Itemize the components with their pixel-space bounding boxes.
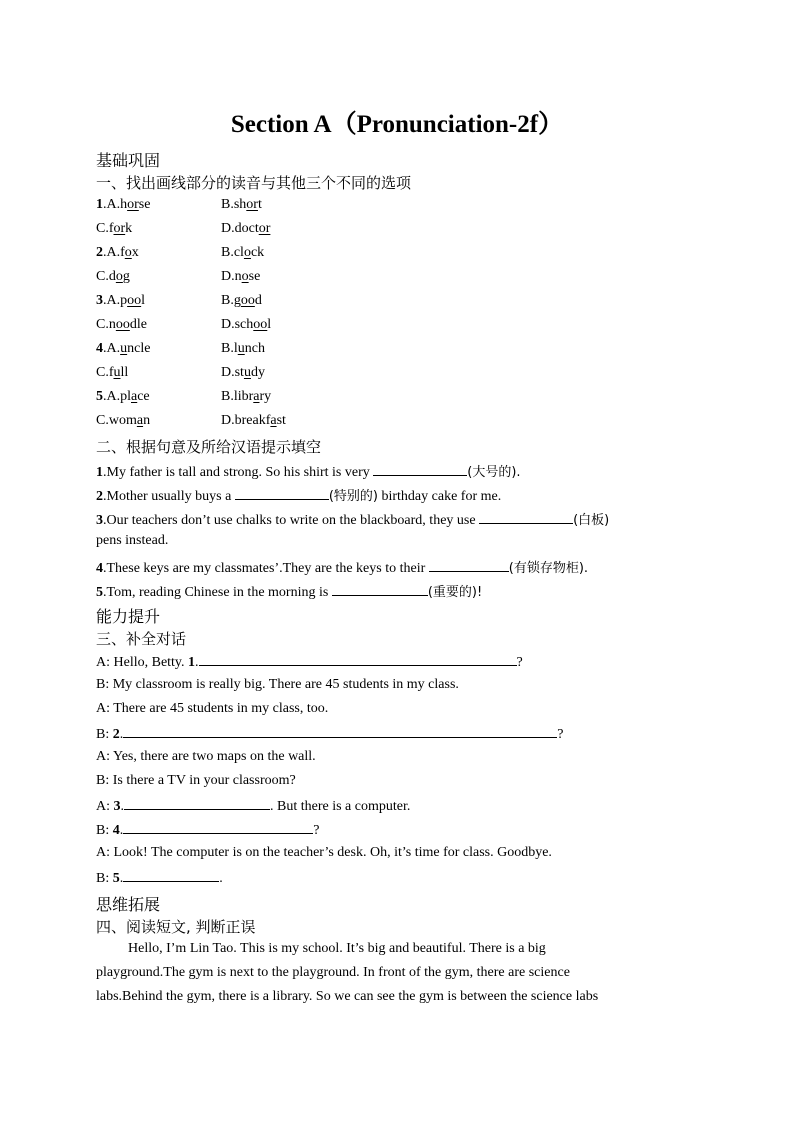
section-basic-heading: 基础巩固 bbox=[96, 151, 161, 170]
q2-option-d: D.nose bbox=[221, 269, 261, 284]
part1-heading: 一、找出画线部分的读音与其他三个不同的选项 bbox=[96, 174, 412, 192]
dialogue-line-7: A: 3. . But there is a computer. bbox=[96, 799, 411, 814]
q5-option-b: B.library bbox=[221, 389, 272, 404]
fill-blank-3[interactable] bbox=[479, 511, 573, 524]
q1-option-d: D.doctor bbox=[221, 221, 271, 236]
q4-option-c: C.full bbox=[96, 365, 129, 380]
q5-option-d: D.breakfast bbox=[221, 413, 286, 428]
dialogue-line-6: B: Is there a TV in your classroom? bbox=[96, 773, 296, 788]
part3-heading: 三、补全对话 bbox=[96, 630, 187, 648]
q5-option-a: 5.A.place bbox=[96, 389, 150, 404]
dialogue-line-4: B: 2. ? bbox=[96, 727, 564, 742]
dialogue-blank-2[interactable] bbox=[123, 725, 557, 738]
dialogue-line-9: A: Look! The computer is on the teacher’s desk. Oh, it’s time for class. Goodbye. bbox=[96, 845, 552, 860]
passage-line-1: Hello, I’m Lin Tao. This is my school. It’s big and beautiful. There is a big bbox=[128, 941, 546, 956]
fill-sentence-2: 2.Mother usually buys a (特别的) birthday cake for me. bbox=[96, 489, 502, 504]
fill-sentence-4: 4.These keys are my classmates’.They are the keys to their (有锁存物柜). bbox=[96, 561, 589, 576]
q3-option-a: 3.A.pool bbox=[96, 293, 146, 308]
passage-line-3: labs.Behind the gym, there is a library. So we can see the gym is between the science labs bbox=[96, 989, 599, 1004]
dialogue-blank-5[interactable] bbox=[123, 869, 219, 882]
dialogue-line-5: A: Yes, there are two maps on the wall. bbox=[96, 749, 316, 764]
part2-heading: 二、根据句意及所给汉语提示填空 bbox=[96, 438, 322, 456]
dialogue-line-2: B: My classroom is really big. There are 45 students in my class. bbox=[96, 677, 459, 692]
fill-blank-2[interactable] bbox=[235, 487, 329, 500]
q4-option-a: 4.A.uncle bbox=[96, 341, 151, 356]
q5-option-c: C.woman bbox=[96, 413, 151, 428]
q4-option-d: D.study bbox=[221, 365, 265, 380]
q2-option-c: C.dog bbox=[96, 269, 130, 284]
fill-sentence-3: 3.Our teachers don’t use chalks to write on the blackboard, they use (白板) bbox=[96, 513, 610, 528]
q2-option-b: B.clock bbox=[221, 245, 265, 260]
fill-sentence-1: 1.My father is tall and strong. So his shirt is very (大号的). bbox=[96, 465, 521, 480]
dialogue-line-10: B: 5. . bbox=[96, 871, 223, 886]
dialogue-line-1: A: Hello, Betty. 1. ? bbox=[96, 655, 523, 670]
section-thinking-heading: 思维拓展 bbox=[96, 895, 161, 914]
q1-option-b: B.short bbox=[221, 197, 262, 212]
dialogue-blank-3[interactable] bbox=[124, 797, 270, 810]
dialogue-blank-1[interactable] bbox=[199, 653, 517, 666]
q3-option-b: B.good bbox=[221, 293, 262, 308]
part4-heading: 四、阅读短文, 判断正误 bbox=[96, 918, 256, 936]
fill-sentence-3-cont: pens instead. bbox=[96, 533, 169, 548]
dialogue-line-8: B: 4. ? bbox=[96, 823, 320, 838]
fill-sentence-5: 5.Tom, reading Chinese in the morning is (重要的)! bbox=[96, 585, 483, 600]
dialogue-blank-4[interactable] bbox=[123, 821, 313, 834]
fill-blank-4[interactable] bbox=[429, 559, 509, 572]
q2-option-a: 2.A.fox bbox=[96, 245, 139, 260]
q1-option-c: C.fork bbox=[96, 221, 133, 236]
q1-option-a: 1.A.horse bbox=[96, 197, 151, 212]
q3-option-c: C.noodle bbox=[96, 317, 147, 332]
page-title: Section A（Pronunciation-2f） bbox=[230, 111, 564, 138]
dialogue-line-3: A: There are 45 students in my class, too. bbox=[96, 701, 329, 716]
q3-option-d: D.school bbox=[221, 317, 272, 332]
fill-blank-5[interactable] bbox=[332, 583, 428, 596]
q4-option-b: B.lunch bbox=[221, 341, 265, 356]
section-ability-heading: 能力提升 bbox=[96, 607, 161, 626]
fill-blank-1[interactable] bbox=[373, 463, 467, 476]
passage-line-2: playground.The gym is next to the playground. In front of the gym, there are science bbox=[96, 965, 570, 980]
